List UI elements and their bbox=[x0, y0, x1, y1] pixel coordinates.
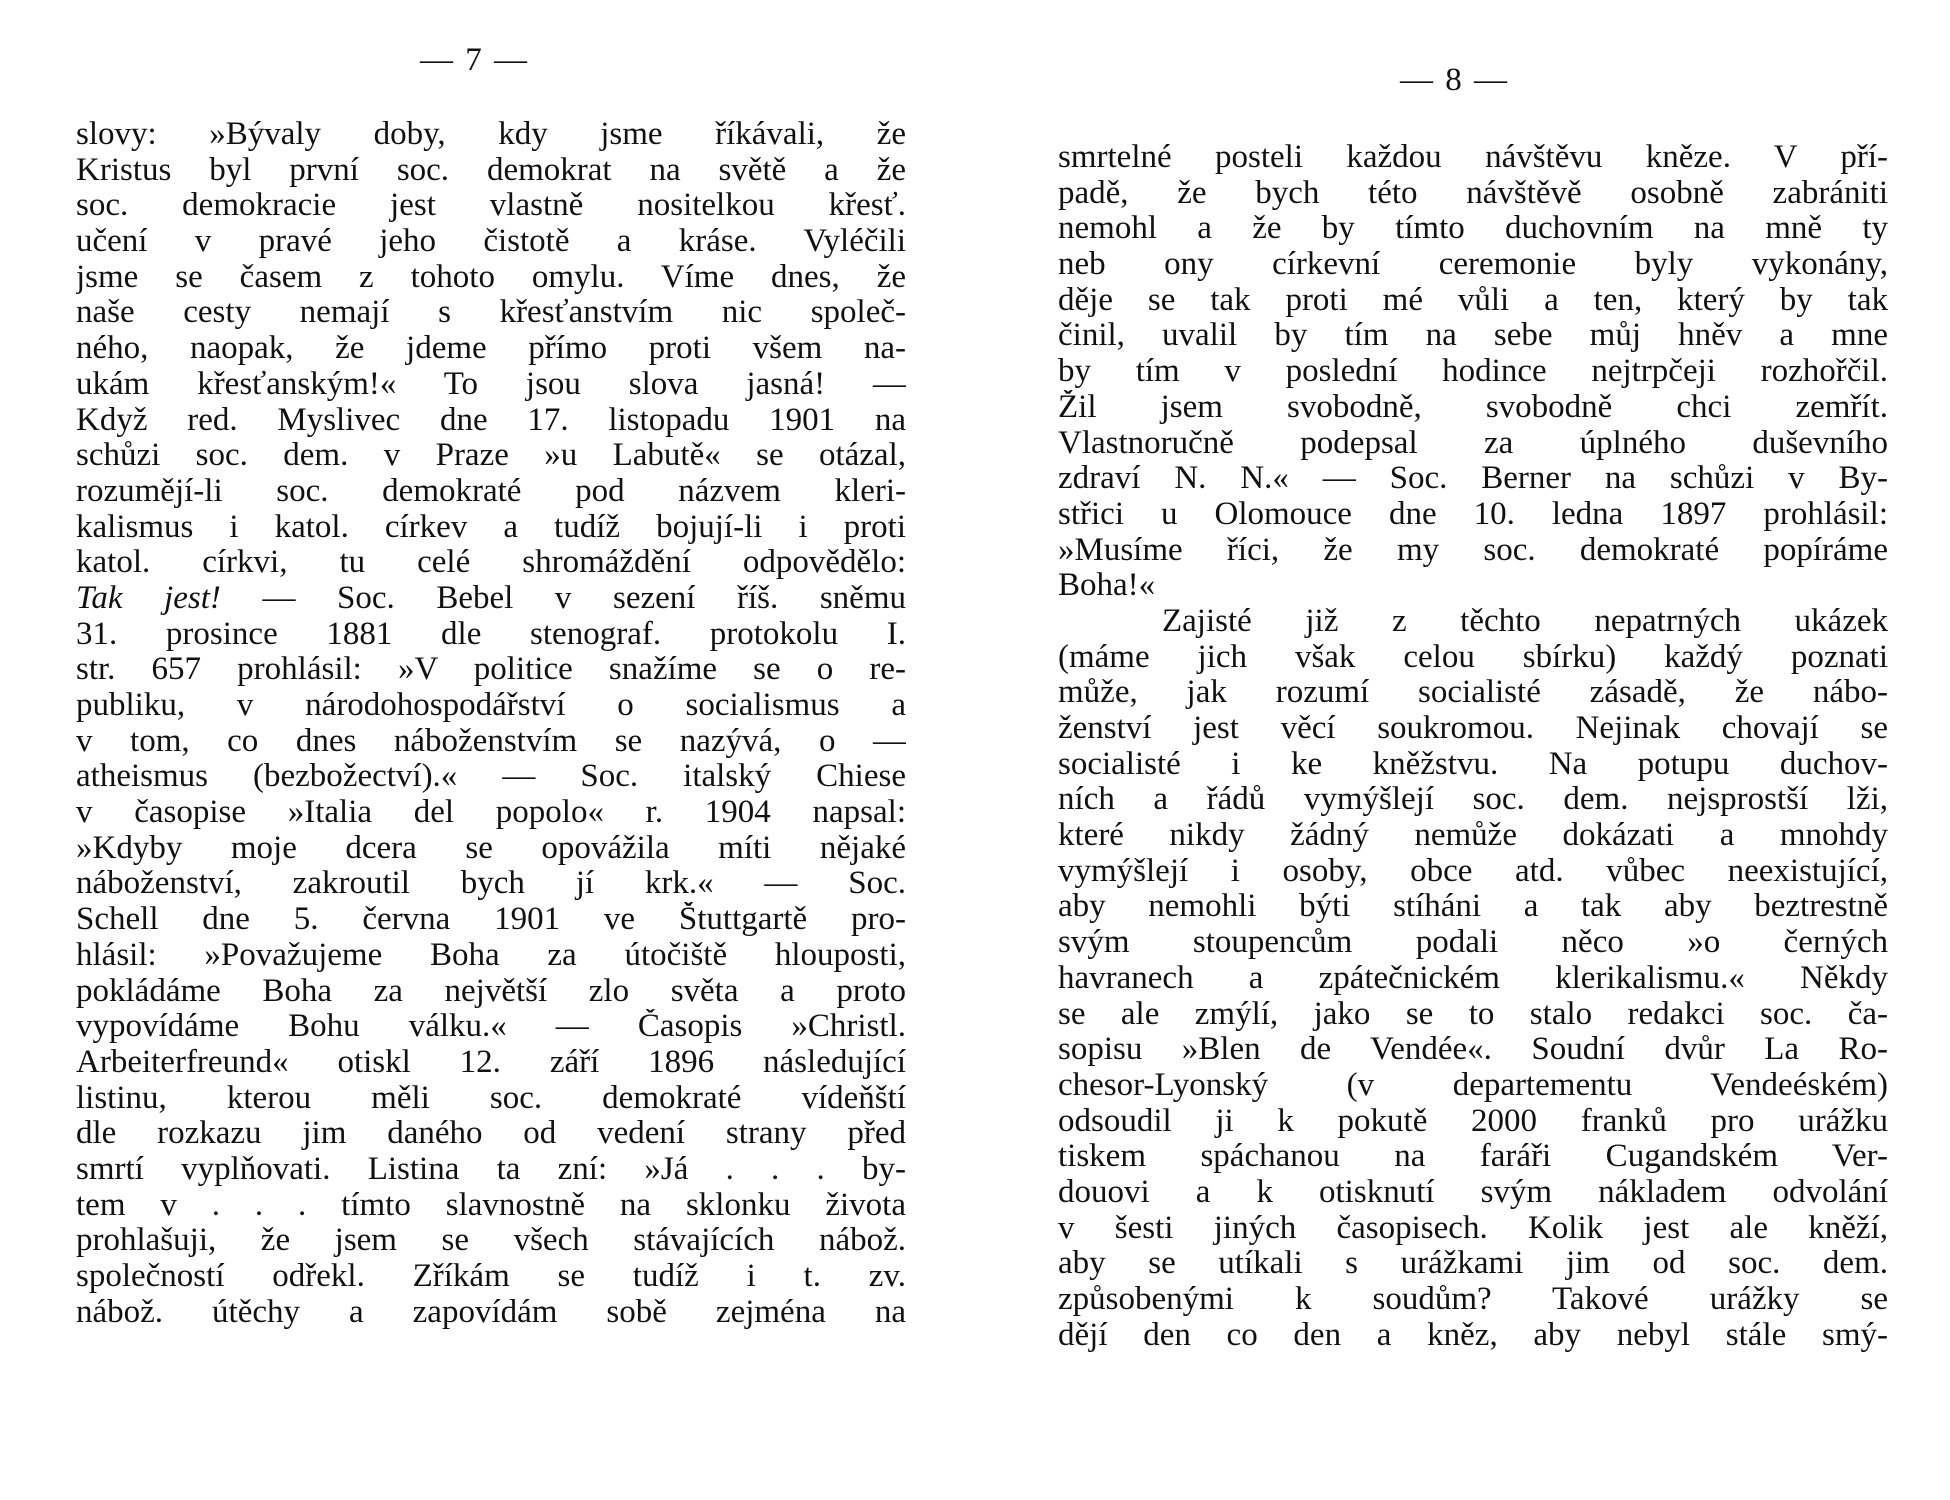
text-line: dle rozkazu jim daného od vedení strany před bbox=[76, 1116, 906, 1152]
text-line: ních a řádů vymýšlejí soc. dem. nejsprostší lži, bbox=[1058, 782, 1888, 818]
text-line-rest: — Soc. Bebel v sezení říš. sněmu bbox=[262, 580, 906, 616]
text-line: v tom, co dnes náboženstvím se nazývá, o — bbox=[76, 723, 906, 759]
text-line: ného, naopak, že jdeme přímo proti všem na- bbox=[76, 331, 906, 367]
text-line: listinu, kterou měli soc. demokraté vídeňští bbox=[76, 1080, 906, 1116]
text-line: atheismus (bezbožectví).« — Soc. italský Chiese bbox=[76, 759, 906, 795]
text-line: tiskem spáchanou na faráři Cugandském Ver- bbox=[1058, 1139, 1888, 1175]
text-line: aby se utíkali s urážkami jim od soc. dem. bbox=[1058, 1246, 1888, 1282]
text-line: náboženství, zakroutil bych jí krk.« — Soc. bbox=[76, 866, 906, 902]
text-line: pokládáme Boha za největší zlo světa a proto bbox=[76, 973, 906, 1009]
text-line: slovy: »Bývaly doby, kdy jsme říkávali, že bbox=[76, 117, 906, 152]
text-line: padě, že bych této návštěvě osobně zabrániti bbox=[1058, 175, 1888, 211]
text-line: střici u Olomouce dne 10. ledna 1897 prohlásil: bbox=[1058, 496, 1888, 532]
text-line: společností odřekl. Zříkám se tudíž i t. zv. bbox=[76, 1259, 906, 1294]
text-line: naše cesty nemají s křesťanstvím nic společ- bbox=[76, 295, 906, 331]
text-line: aby nemohli býti stíháni a tak aby beztrestně bbox=[1058, 889, 1888, 925]
text-line: by tím v poslední hodince nejtrpčeji rozhořčil. bbox=[1058, 354, 1888, 390]
text-line: nábož. útěchy a zapovídám sobě zejména na bbox=[76, 1294, 906, 1330]
text-line: činil, uvalil by tím na sebe můj hněv a mne bbox=[1058, 318, 1888, 354]
text-line: děje se tak proti mé vůli a ten, který by tak bbox=[1058, 282, 1888, 318]
text-line: jsme se časem z tohoto omylu. Víme dnes, že bbox=[76, 259, 906, 295]
text-line: ženství jest věcí soukromou. Nejinak chovají se bbox=[1058, 711, 1888, 746]
text-line: Arbeiterfreund« otiskl 12. září 1896 následující bbox=[76, 1044, 906, 1080]
text-line: kalismus i katol. církev a tudíž bojují-li i proti bbox=[76, 509, 906, 545]
text-line: hlásil: »Považujeme Boha za útočiště hlouposti, bbox=[76, 937, 906, 973]
text-line: schůzi soc. dem. v Praze »u Labutě« se otázal, bbox=[76, 438, 906, 474]
text-line: »Musíme říci, že my soc. demokraté popíráme bbox=[1058, 532, 1888, 568]
text-line: Žil jsem svobodně, svobodně chci zemřít. bbox=[1058, 389, 1888, 425]
text-line: havranech a zpátečnickém klerikalismu.« Někdy bbox=[1058, 960, 1888, 996]
text-line: vymýšlejí i osoby, obce atd. vůbec neexistující, bbox=[1058, 853, 1888, 889]
text-line: »Kdyby moje dcera se opovážila míti nějaké bbox=[76, 830, 906, 866]
text-line: publiku, v národohospodářství o socialismus a bbox=[76, 688, 906, 723]
right-page-text bbox=[1058, 140, 1888, 1353]
text-line: chesor-Lyonský (v departementu Vendeéském) bbox=[1058, 1067, 1888, 1103]
text-line: tem v . . . tímto slavnostně na sklonku života bbox=[76, 1187, 906, 1223]
text-line: prohlašuji, že jsem se všech stávajících nábož. bbox=[76, 1223, 906, 1259]
text-line: (máme jich však celou sbírku) každý poznati bbox=[1058, 639, 1888, 675]
paragraph-start-line: Zajisté již z těchto nepatrných ukázek bbox=[1162, 603, 1888, 639]
text-line: Kristus byl první soc. demokrat na světě a že bbox=[76, 152, 906, 188]
text-line: ukám křesťanským!« To jsou slova jasná! — bbox=[76, 366, 906, 402]
text-line: odsoudil ji k pokutě 2000 franků pro urážku bbox=[1058, 1103, 1888, 1139]
text-line: může, jak rozumí socialisté zásadě, že nábo- bbox=[1058, 675, 1888, 711]
text-line: zdraví N. N.« — Soc. Berner na schůzi v By- bbox=[1058, 461, 1888, 497]
emphasized-text: Tak jest! bbox=[76, 580, 221, 616]
text-line: soc. demokracie jest vlastně nositelkou křesť. bbox=[76, 188, 906, 224]
page-number-right: — 8 — bbox=[1400, 62, 1509, 98]
text-line: katol. církvi, tu celé shromáždění odpovědělo: bbox=[76, 545, 906, 581]
text-line: neb ony církevní ceremonie byly vykonány, bbox=[1058, 247, 1888, 283]
text-line: svým stoupencům podali něco »o černých bbox=[1058, 925, 1888, 961]
text-line: v časopise »Italia del popolo« r. 1904 napsal: bbox=[76, 795, 906, 831]
text-line: smrtelné posteli každou návštěvu kněze. V pří- bbox=[1058, 140, 1888, 175]
text-line: 31. prosince 1881 dle stenograf. protokolu I. bbox=[76, 616, 906, 652]
left-page-text bbox=[76, 117, 906, 1330]
text-line: učení v pravé jeho čistotě a kráse. Vyléčili bbox=[76, 224, 906, 260]
text-line: dějí den co den a kněz, aby nebyl stále smý- bbox=[1058, 1317, 1888, 1353]
text-line: v šesti jiných časopisech. Kolik jest ale kněží, bbox=[1058, 1210, 1888, 1246]
text-line: str. 657 prohlásil: »V politice snažíme se o re- bbox=[76, 652, 906, 688]
text-line: způsobenými k soudům? Takové urážky se bbox=[1058, 1282, 1888, 1317]
right-page bbox=[975, 0, 1950, 1500]
paragraph-end-line: Boha!« bbox=[1058, 568, 1156, 604]
text-line: vypovídáme Bohu válku.« — Časopis »Christl. bbox=[76, 1009, 906, 1045]
text-line-with-emphasis bbox=[76, 581, 906, 617]
text-line: smrtí vyplňovati. Listina ta zní: »Já . . . by- bbox=[76, 1151, 906, 1187]
text-line: se ale zmýlí, jako se to stalo redakci soc. ča- bbox=[1058, 996, 1888, 1032]
text-line: které nikdy žádný nemůže dokázati a mnohdy bbox=[1058, 818, 1888, 854]
text-line: Vlastnoručně podepsal za úplného duševního bbox=[1058, 425, 1888, 461]
page-number-left: — 7 — bbox=[420, 42, 529, 78]
text-line: douovi a k otisknutí svým nákladem odvolání bbox=[1058, 1174, 1888, 1210]
text-line: nemohl a že by tímto duchovním na mně ty bbox=[1058, 211, 1888, 247]
text-line: socialisté i ke kněžstvu. Na potupu duchov- bbox=[1058, 746, 1888, 782]
text-line: rozumějí-li soc. demokraté pod názvem kleri- bbox=[76, 473, 906, 509]
text-line: Když red. Myslivec dne 17. listopadu 1901 na bbox=[76, 402, 906, 438]
text-line: Schell dne 5. června 1901 ve Štuttgartě pro- bbox=[76, 902, 906, 938]
text-line: sopisu »Blen de Vendée«. Soudní dvůr La Ro- bbox=[1058, 1032, 1888, 1068]
